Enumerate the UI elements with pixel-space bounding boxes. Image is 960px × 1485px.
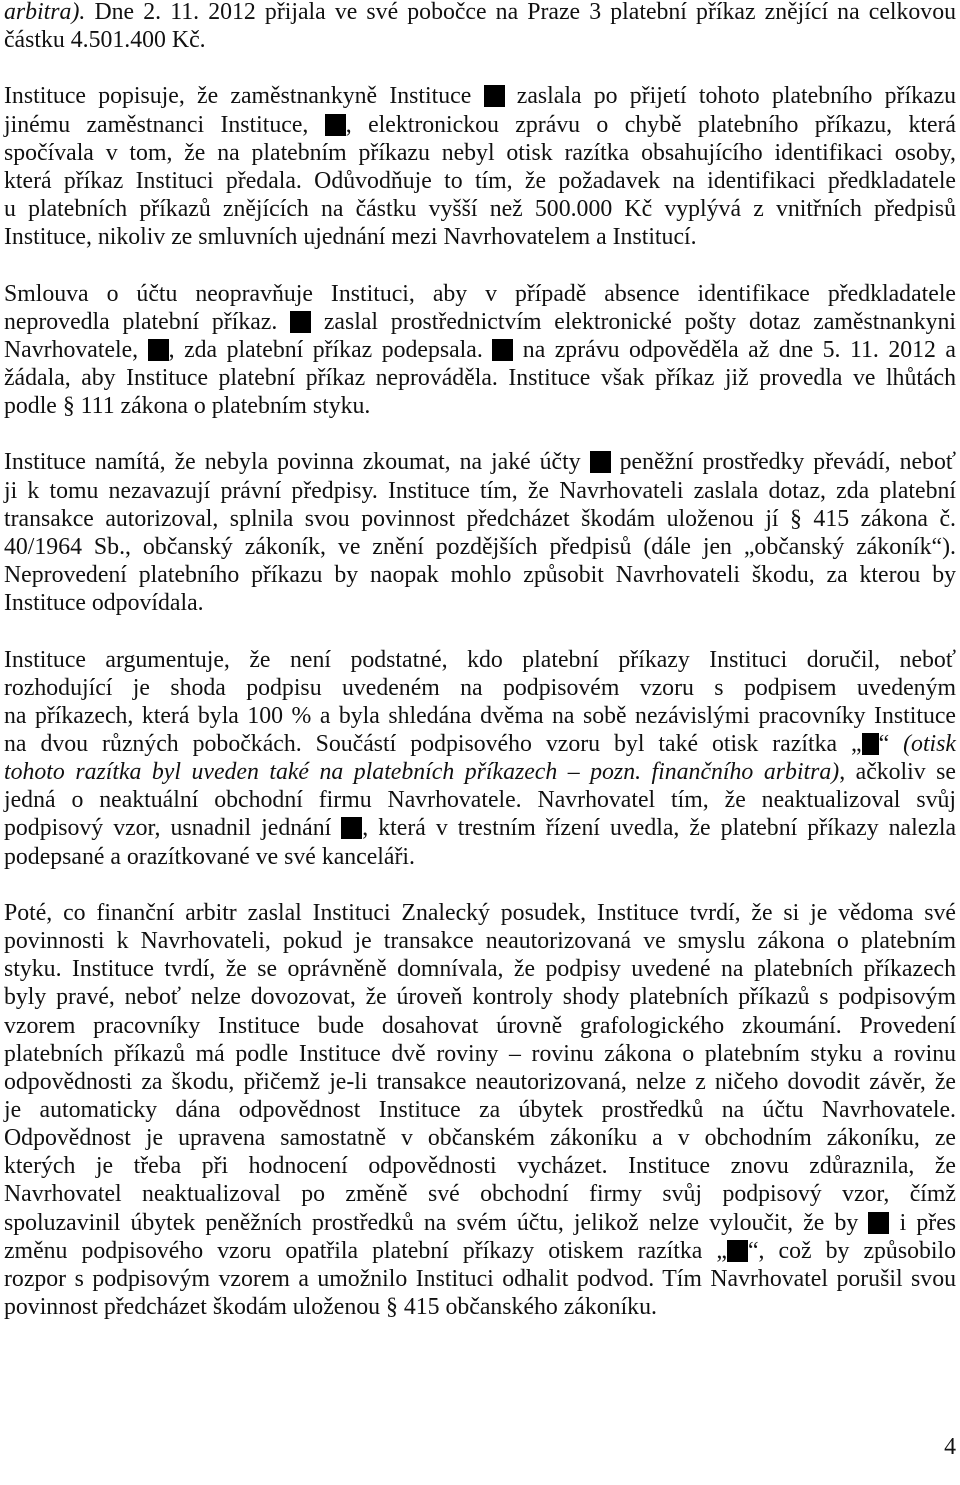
text-run: zaslala po přijetí tohoto platebního příkazu <box>504 83 957 110</box>
redaction-block <box>492 339 513 361</box>
text-run-italic: arbitra). <box>4 0 86 25</box>
text-run: styku. Instituce tvrdí, že se oprávněně domnívala, že podpisy uvedené na platebních příkazech <box>4 956 956 983</box>
text-run: na příkazech, která byla 100 % a byla shledána dvěma na sobě nezávislými pracovníky Instituce <box>4 702 956 729</box>
text-run: Instituce namítá, že nebyla povinna zkoumat, na jaké účty <box>4 449 590 476</box>
text-run: odpovědnosti za škodu, přičemž je-li transakce neautorizovaná, nelze z ničeho dovodit závěr, že <box>4 1068 956 1095</box>
text-line <box>4 1180 956 1208</box>
redaction-block <box>590 451 611 473</box>
text-run: na zprávu odpověděla až dne 5. 11. 2012 a <box>513 336 956 363</box>
text-line <box>4 308 956 336</box>
text-run: , která v trestním řízení uvedla, že platební příkazy nalezla <box>362 815 957 842</box>
text-run: žádala, aby Instituce platební příkaz neprováděla. Instituce však příkaz již provedla ve lhůtách <box>4 365 956 391</box>
text-run: peněžní prostředky převádí, neboť <box>610 449 957 476</box>
text-line <box>4 1265 956 1293</box>
text-line <box>4 1152 956 1180</box>
text-run: , elektronickou zprávu o chybě platebního příkazu, která <box>345 111 956 138</box>
text-line <box>4 1209 956 1237</box>
text-line <box>4 927 956 955</box>
redaction-block <box>325 114 346 136</box>
text-run: povinnosti k Navrhovateli, pokud je transakce neautorizovaná ve smyslu zákona o platebním <box>4 928 956 955</box>
text-run: částku 4.501.400 Kč. <box>4 27 206 54</box>
redaction-block <box>484 85 505 107</box>
text-line <box>4 26 956 54</box>
text-line <box>4 167 956 195</box>
text-line <box>4 1096 956 1124</box>
text-line <box>4 702 956 730</box>
text-line <box>4 758 956 786</box>
text-line <box>4 1124 956 1152</box>
text-line <box>4 0 956 26</box>
text-line <box>4 955 956 983</box>
text-line <box>4 336 956 364</box>
paragraph <box>4 899 956 1321</box>
redaction-block <box>290 311 311 333</box>
text-line <box>4 674 956 702</box>
text-run: , ačkoliv se <box>839 759 956 786</box>
redaction-block <box>862 733 879 755</box>
text-run: Poté, co finanční arbitr zaslal Instituci Znalecký posudek, Instituce tvrdí, že si je vědoma své <box>4 899 956 926</box>
redaction-block <box>868 1212 889 1234</box>
text-run: podle § 111 zákona o platebním styku. <box>4 393 371 420</box>
text-run: transakce autorizoval, splnila svou povinnost předcházet škodám uloženou jí § 415 zákona č. <box>4 505 956 532</box>
text-run: spočívala v tom, že na platebním příkazu nebyl otisk razítka obsahujícího identifikaci osoby, <box>4 139 956 166</box>
paragraph <box>4 82 956 251</box>
text-run: změnu podpisového vzoru opatřila platební příkazy otiskem razítka „ <box>4 1237 727 1264</box>
text-run: “, což by způsobilo <box>747 1237 957 1264</box>
text-run: Instituce argumentuje, že není podstatné, kdo platební příkazy Instituci doručil, neboť <box>4 646 956 673</box>
text-run: neprovedla platební příkaz. <box>4 308 291 335</box>
text-run: která příkaz Instituci předala. Odůvodňuje to tím, že požadavek na identifikaci předkladatele <box>4 167 956 194</box>
text-run: u platebních příkazů znějících na částku vyšší než 500.000 Kč vyplývá z vnitřních předpisů <box>4 196 956 223</box>
text-run: zaslal prostřednictvím elektronické pošty dotaz zaměstnankyni <box>311 308 956 335</box>
text-line <box>4 505 956 533</box>
text-run: ji k tomu nezavazují právní předpisy. Instituce tím, že Navrhovateli zaslala dotaz, zda platební <box>4 477 956 504</box>
redaction-block <box>341 817 362 839</box>
text-line <box>4 730 956 758</box>
text-line <box>4 364 956 392</box>
text-line <box>4 843 956 871</box>
text-line <box>4 280 956 308</box>
text-run: spoluzavinil úbytek peněžních prostředků na svém účtu, jelikož nelze vyloučit, že by <box>4 1209 869 1236</box>
text-line <box>4 899 956 927</box>
text-line <box>4 82 956 110</box>
text-line <box>4 195 956 223</box>
text-run: Navrhovatel neaktualizoval po změně své obchodní firmy svůj podpisový vzor, čímž <box>4 1181 956 1208</box>
text-line <box>4 448 956 476</box>
text-line <box>4 533 956 561</box>
redaction-block <box>727 1240 748 1262</box>
text-run: Dne 2. 11. 2012 přijala ve své pobočce na Praze 3 platební příkaz znějící na celkovou <box>85 0 956 25</box>
text-line <box>4 1012 956 1040</box>
text-line <box>4 814 956 842</box>
paragraph <box>4 280 956 421</box>
document-body <box>4 0 956 1349</box>
text-run: Odpovědnost je upravena samostatně v občanském zákoníku a v obchodním zákoníku, ze <box>4 1125 956 1152</box>
text-run-italic: tohoto razítka byl uveden také na platebních příkazech – pozn. finančního arbitra) <box>4 759 840 786</box>
text-line <box>4 1237 956 1265</box>
text-run: Instituce, nikoliv ze smluvních ujednání mezi Navrhovatelem a Institucí. <box>4 224 697 251</box>
text-run: kterých je třeba při hodnocení odpovědnosti vycházet. Instituce znovu zdůraznila, že <box>4 1153 956 1180</box>
text-run: povinnost předcházet škodám uloženou § 415 občanského zákoníku. <box>4 1294 657 1321</box>
text-run: vzorem pracovníky Instituce bude dosahovat úrovně grafologického zkoumání. Provedení <box>4 1012 956 1039</box>
text-run: Navrhovatele, <box>4 336 148 363</box>
text-line <box>4 589 956 617</box>
text-run: na dvou různých pobočkách. Součástí podpisového vzoru byl také otisk razítka „ <box>4 731 862 757</box>
text-run: rozpor s podpisovým vzorem a umožnilo Instituci odhalit podvod. Tím Navrhovatel porušil svou <box>4 1265 956 1292</box>
text-run: Instituce odpovídala. <box>4 590 204 617</box>
page-number: 4 <box>944 1434 956 1460</box>
text-line <box>4 223 956 251</box>
text-run: podpisový vzor, usnadnil jednání <box>4 815 342 842</box>
text-run: Neprovedení platebního příkazu by naopak mohlo způsobit Navrhovateli škodu, za kterou by <box>4 562 956 589</box>
text-line <box>4 139 956 167</box>
text-run: Instituce popisuje, že zaměstnankyně Instituce <box>4 83 484 110</box>
text-run: platebních příkazů má podle Instituce dvě roviny – rovinu zákona o platebním styku a rovinu <box>4 1040 956 1067</box>
text-run: 40/1964 Sb., občanský zákoník, ve znění pozdějších předpisů (dále jen „občanský zákoník“). <box>4 533 956 560</box>
text-run: , zda platební příkaz podepsala. <box>168 336 493 363</box>
text-line <box>4 392 956 420</box>
text-run-italic: (otisk <box>903 731 956 757</box>
redaction-block <box>148 339 169 361</box>
paragraph-continuation <box>4 0 956 54</box>
text-line <box>4 786 956 814</box>
paragraph <box>4 646 956 871</box>
text-line <box>4 1293 956 1321</box>
text-line <box>4 1040 956 1068</box>
text-run: jedná o neaktuální obchodní firmu Navrhovatele. Navrhovatel tím, že neaktualizoval svůj <box>4 787 956 814</box>
text-run: Smlouva o účtu neopravňuje Instituci, aby v případě absence identifikace předkladatele <box>4 280 956 307</box>
text-run: i přes <box>889 1209 957 1236</box>
text-run: “ <box>878 731 904 757</box>
text-run: byly pravé, neboť nelze dovozovat, že úroveň kontroly shody platebních příkazů s podpisovým <box>4 984 956 1011</box>
text-line <box>4 646 956 674</box>
text-line <box>4 983 956 1011</box>
text-run: jinému zaměstnanci Instituce, <box>4 111 325 138</box>
text-run: je automaticky dána odpovědnost Instituce za úbytek prostředků na účtu Navrhovatele. <box>4 1097 956 1124</box>
text-line <box>4 111 956 139</box>
text-line <box>4 1068 956 1096</box>
paragraph <box>4 448 956 617</box>
text-line <box>4 477 956 505</box>
text-line <box>4 561 956 589</box>
text-run: rozhodující je shoda podpisu uvedeném na podpisovém vzoru s podpisem uvedeným <box>4 674 956 701</box>
text-run: podepsané a orazítkované ve své kanceláři. <box>4 843 415 870</box>
